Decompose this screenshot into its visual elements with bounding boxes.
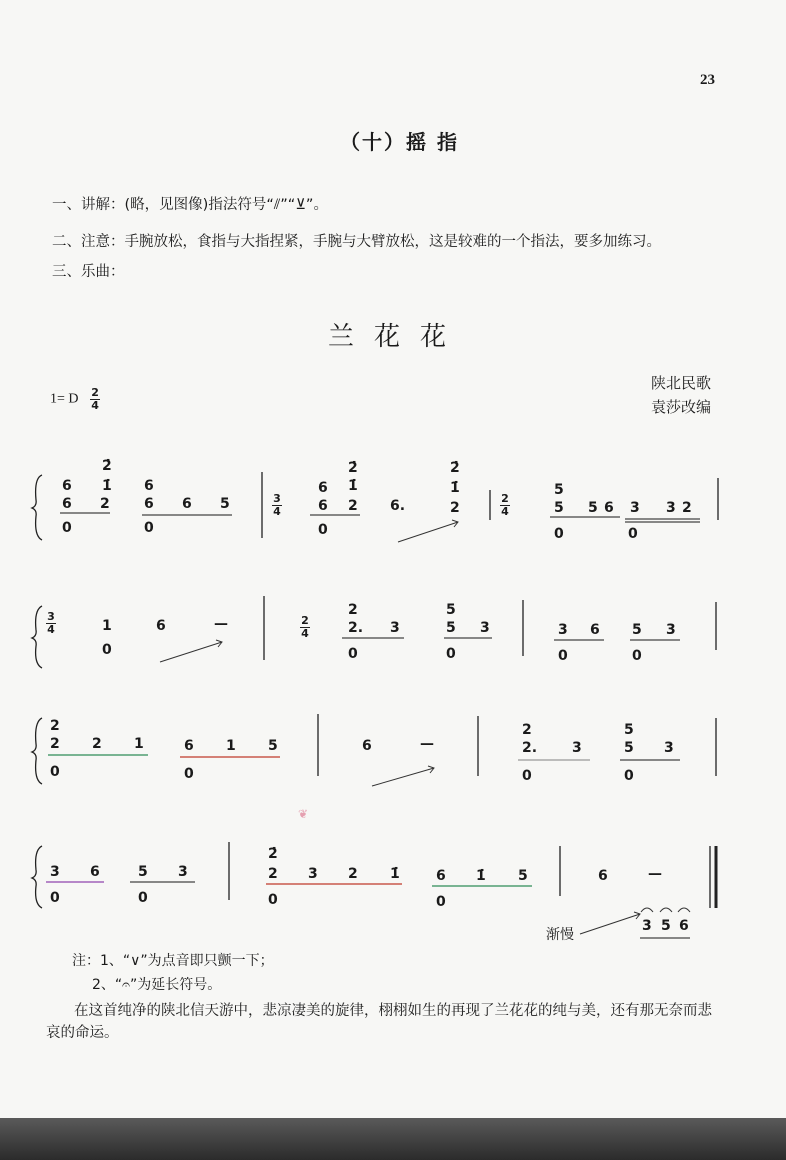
scanner-edge — [0, 1118, 786, 1160]
attention-line: 二、注意：手腕放松，食指与大指捏紧，手腕与大臂放松，这是较难的一个指法，要多加练习。 — [52, 234, 661, 250]
score-page: 23 （十）摇 指 一、讲解：(略，见图像)指法符号“⫽”“⊻”。 二、注意：手腕放松，食指与大指捏紧，手腕与大臂放松，这是较难的一个指法，要多加练习。 三、乐曲： 兰花花 陕北民歌 袁莎改编 1= D $\frac{2}{4}$ ❦ 3 4 2 4 3 4 2 4 6 2̇ 1̇ 6 2 0 6 6 6 5 0 6 2̇ 1̇ 6 2 0 6. 2̇ 1̇ 2 5 5 5 6 3 3 2 0 0 1 0 6 — 2 2. 3 0 5 5 3 0 3 6 5 3 0 0 2 2 2 1 0 6 1 5 0 6 — 2 2. 3 0 5 5 3 0 3 6 5 3 0 0 2̇ 2 3 2 1̇ 0 6 1̇ 5 0 6 — 3 5 6 渐慢 注：1、“∨”为点音即只颤一下； 2、“𝄐”为延长符号。 在这首纯净的陕北信天游中，悲凉凄美的旋律，栩栩如生的再现了兰花花的纯与美，还有那无奈而悲哀的命运。 — [0, 0, 786, 1118]
ts-change-2-4: 2 4 — [501, 492, 509, 518]
footnote-1: 注：1、“∨”为点音即只颤一下； — [72, 953, 274, 969]
ts-row2-3-4: 3 4 — [47, 610, 55, 636]
ts-change-3-4: 3 4 — [273, 492, 281, 518]
time-sig-den: 4 — [91, 399, 99, 412]
stray-mark: ❦ — [298, 807, 309, 821]
song-origin: 陕北民歌 — [651, 374, 712, 392]
ritardando-mark: 渐慢 — [546, 927, 574, 943]
time-sig-num: 2 — [91, 386, 99, 399]
music-heading: 三、乐曲： — [52, 264, 125, 280]
footnote-2: 2、“𝄐”为延长符号。 — [92, 977, 222, 993]
song-title: 兰花花 — [328, 322, 467, 352]
commentary-paragraph: 在这首纯净的陕北信天游中，悲凉凄美的旋律，栩栩如生的再现了兰花花的纯与美，还有那无奈而悲哀的命运。 — [46, 1003, 712, 1041]
song-arranger: 袁莎改编 — [651, 398, 712, 416]
ts-row2-2-4: 2 4 — [301, 614, 309, 640]
explain-line: 一、讲解：(略，见图像)指法符号“⫽”“⊻”。 — [52, 197, 328, 213]
key-text: 1= D — [50, 391, 79, 407]
section-title: （十）摇 指 — [340, 130, 459, 154]
page-number: 23 — [700, 72, 715, 88]
